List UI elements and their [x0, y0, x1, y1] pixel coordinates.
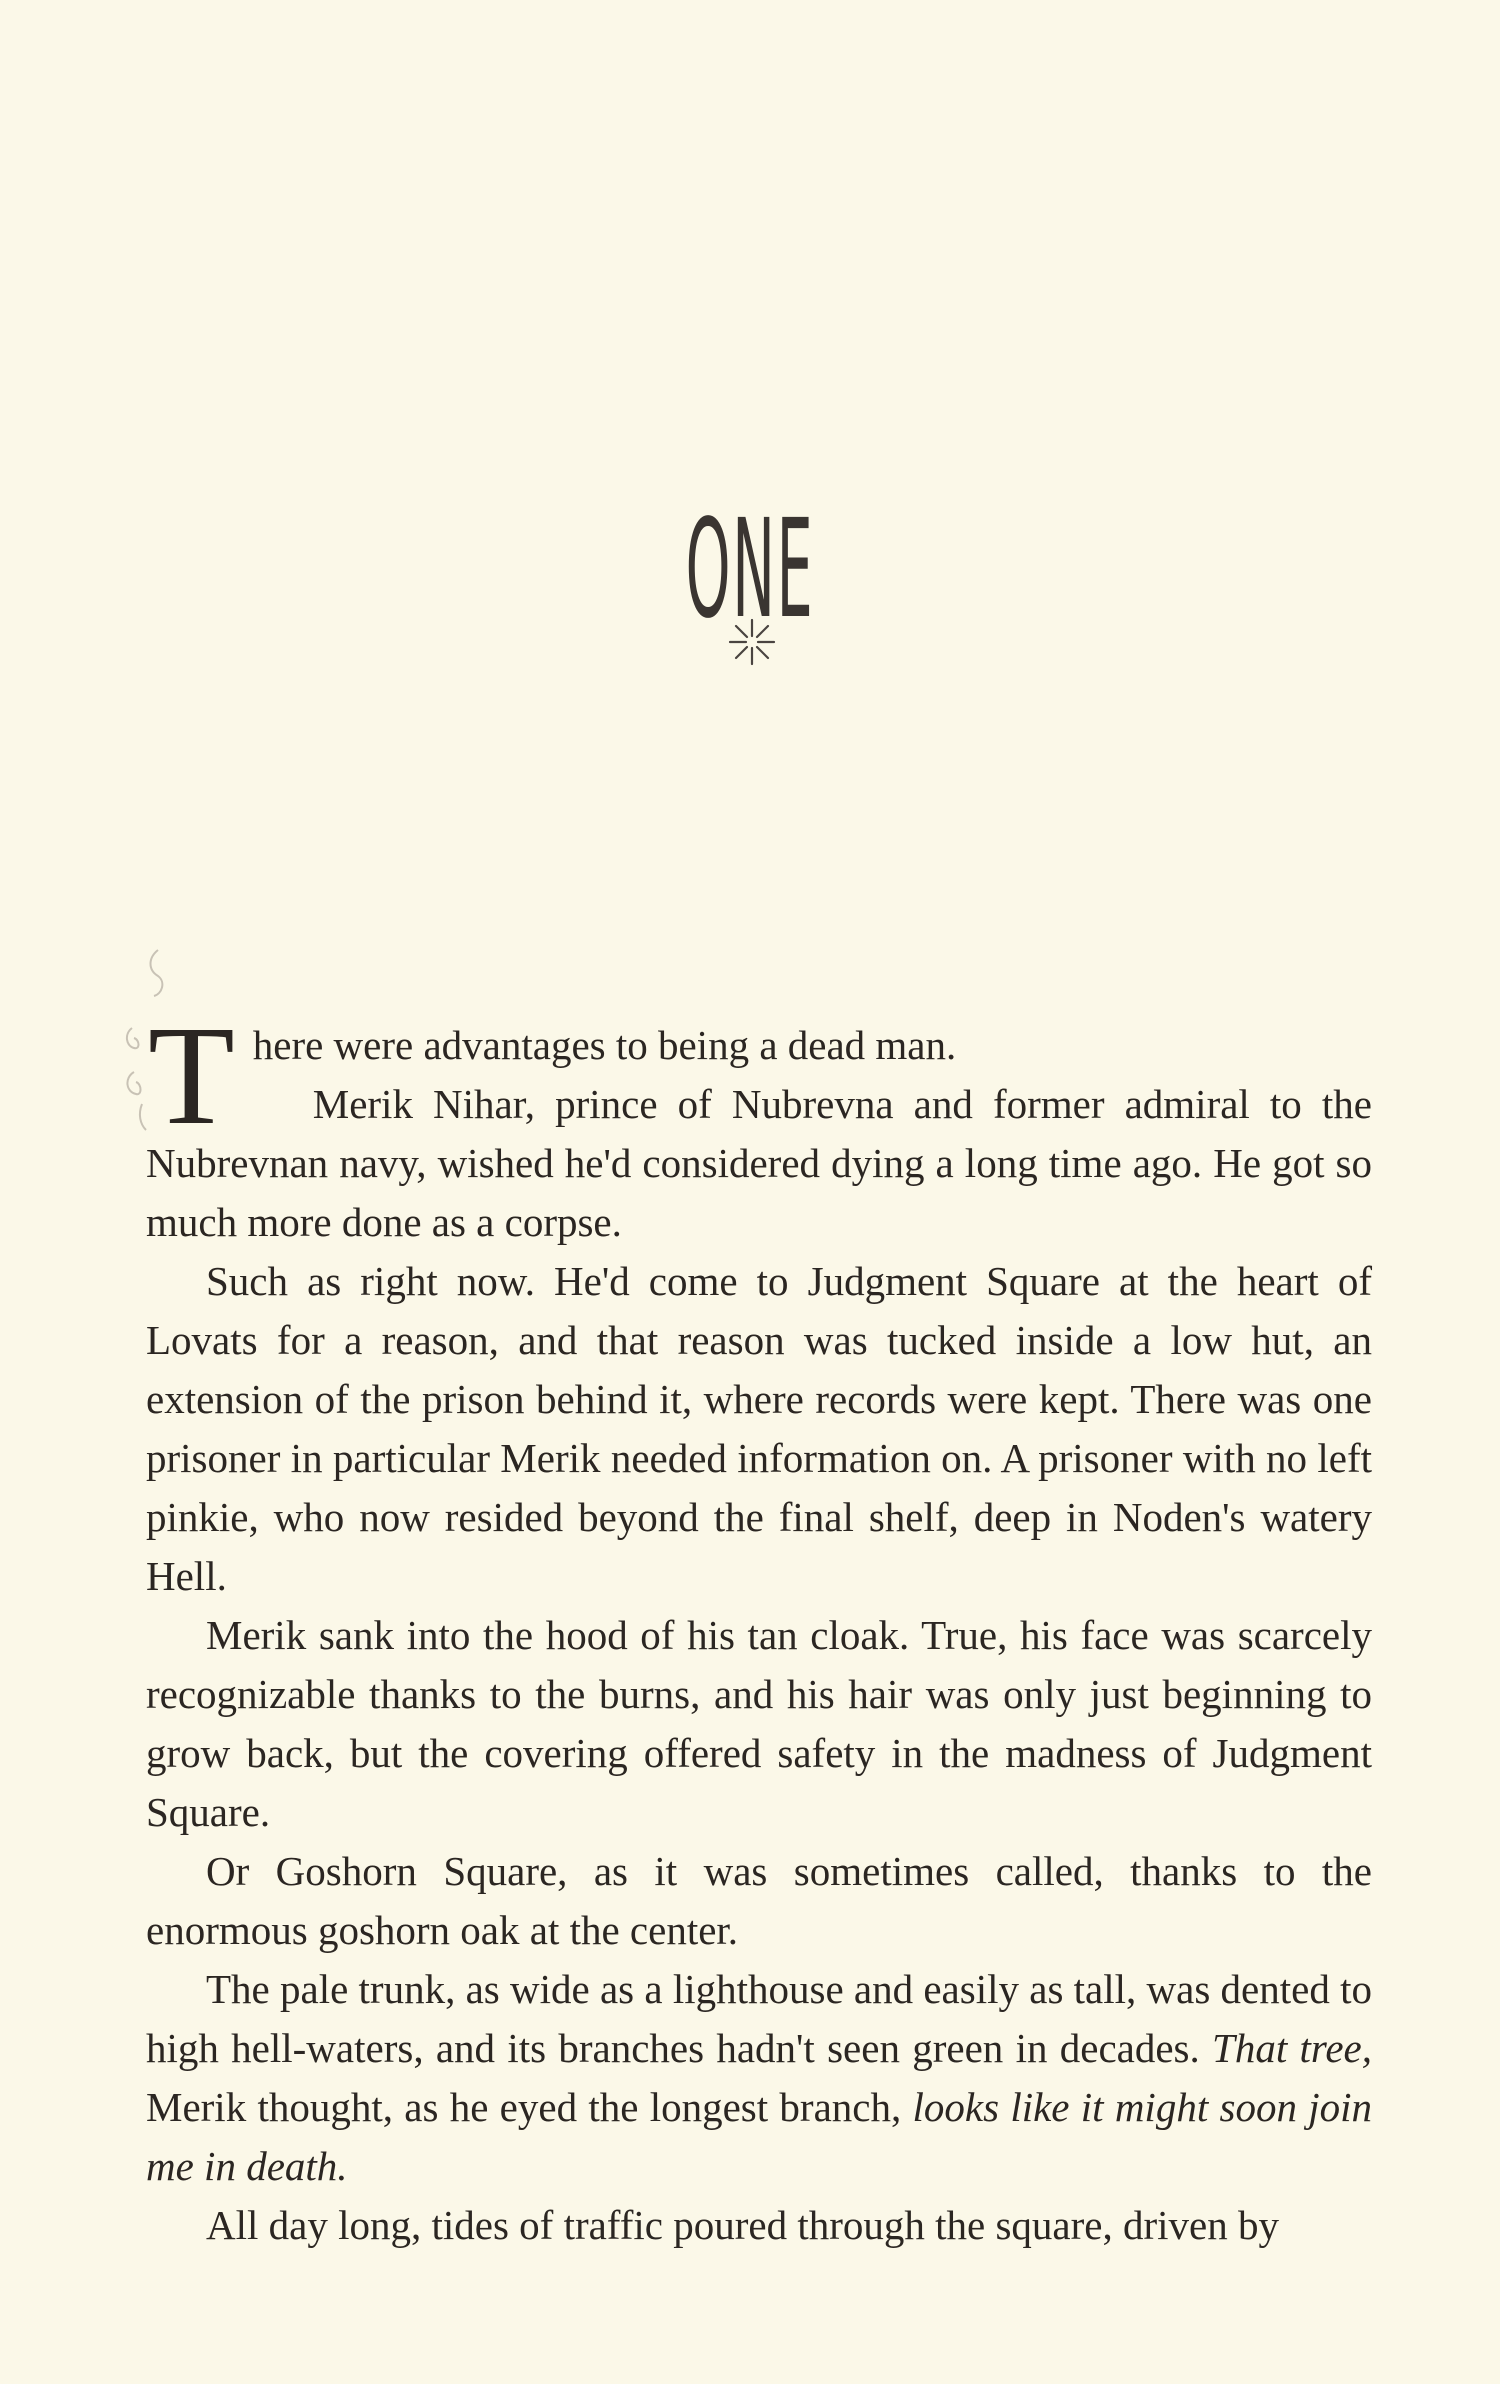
- paragraph-6-text-b: Merik thought, as he eyed the longest branch,: [146, 2084, 902, 2130]
- paragraph-5: Or Goshorn Square, as it was sometimes called, thanks to the enormous goshorn oak at the center.: [146, 1848, 1372, 1953]
- asterisk-ornament-icon: [726, 616, 778, 668]
- paragraph-7: All day long, tides of traffic poured through the square, driven by: [206, 2202, 1279, 2248]
- paragraph-4: Merik sank into the hood of his tan cloak. True, his face was scarcely recognizable thanks to the burns, and his hair was only just beginning to grow back, but the covering offered safety in the madness of Judgment Square.: [146, 1612, 1372, 1835]
- paragraph-3: Such as right now. He'd come to Judgment Square at the heart of Lovats for a reason, and that reason was tucked inside a low hut, an extension of the prison behind it, where records were kept. There was one prisoner in particular Merik needed information on. A prisoner with no left pinkie, who now resided beyond the final shelf, deep in Noden's watery Hell.: [146, 1258, 1372, 1599]
- paragraph-1: [146, 996, 1372, 1154]
- paragraph-2: Merik Nihar, prince of Nubrevna and former admiral to the Nubrevnan navy, wished he'd considered dying a long time ago. He got so much more done as a corpse.: [146, 1081, 1372, 1245]
- paragraph-6-italic-2: looks like it might soon join me in death.: [146, 2084, 1372, 2189]
- drop-cap: T: [148, 996, 235, 1154]
- chapter-title: ONE: [685, 491, 815, 649]
- chapter-body: [146, 996, 1372, 2255]
- paragraph-6-text-a: The pale trunk, as wide as a lighthouse and easily as tall, was dented to high hell-waters, and its branches hadn't seen green in decades.: [146, 1966, 1372, 2071]
- paragraph-1-text: here were advantages to being a dead man.: [252, 1022, 957, 1068]
- paragraph-6: [146, 1960, 1372, 2196]
- paragraph-6-italic-1: That tree,: [1212, 2025, 1372, 2071]
